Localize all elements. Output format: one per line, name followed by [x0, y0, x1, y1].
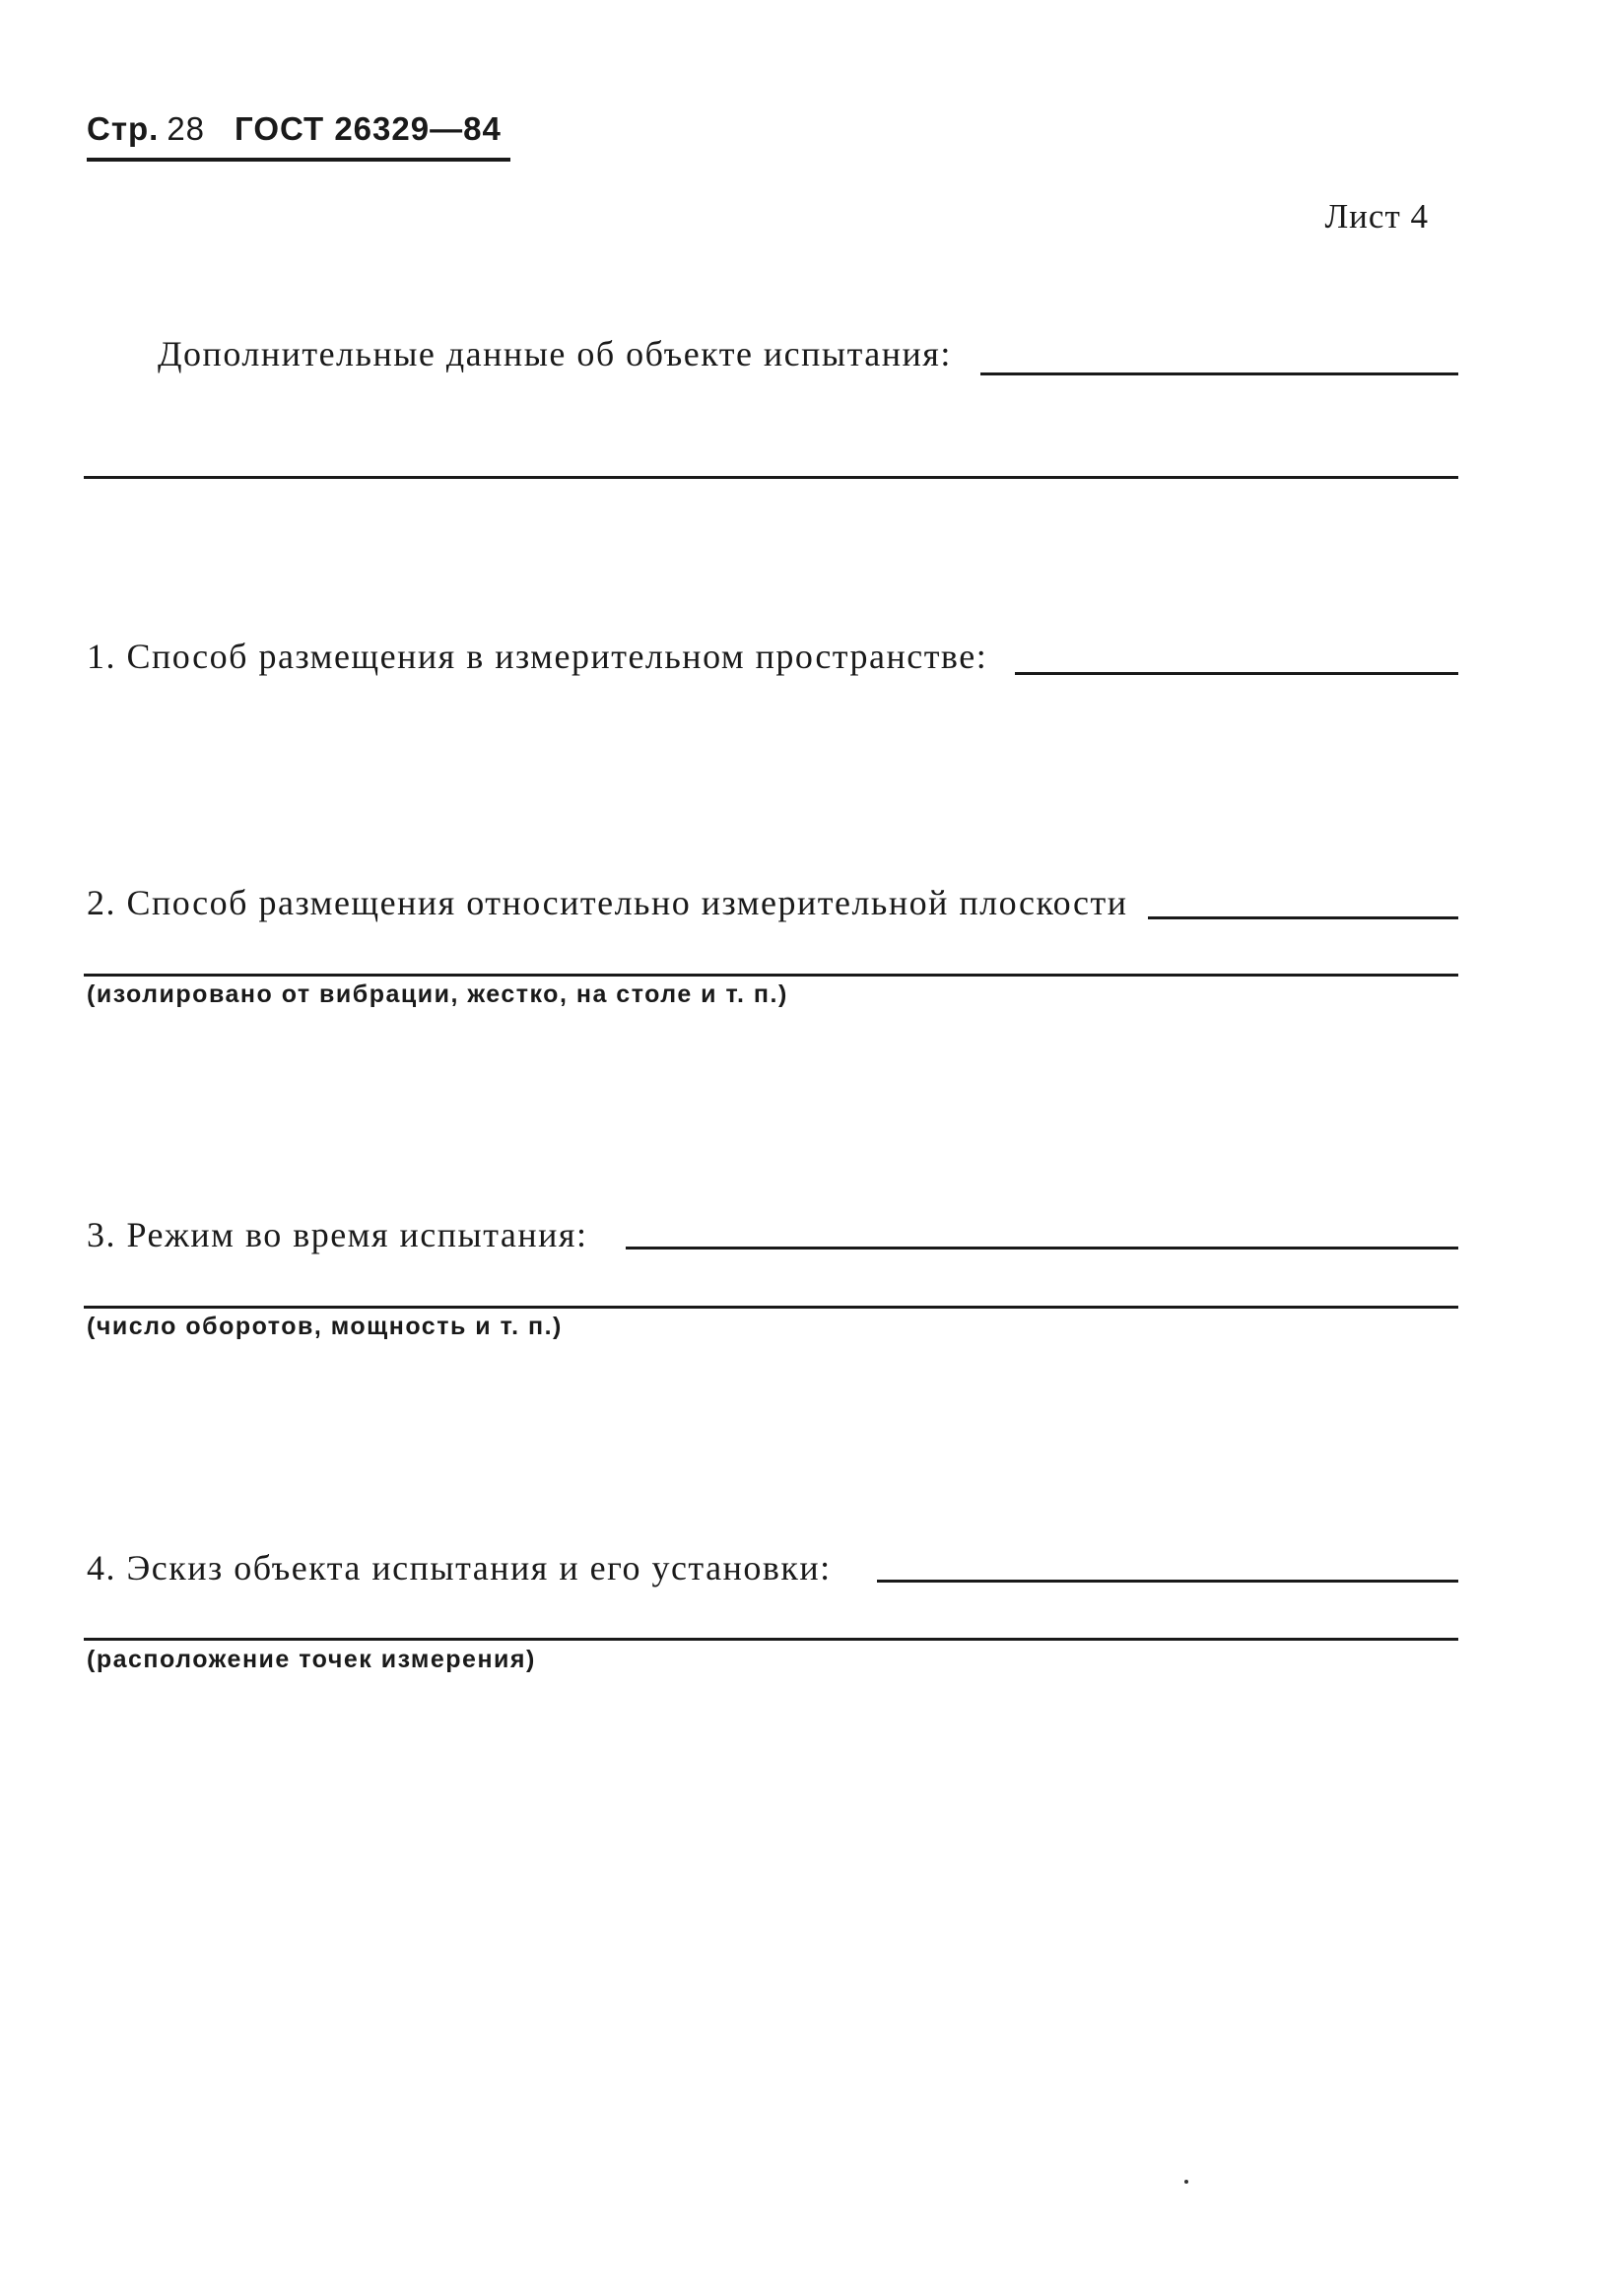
item-2-field-line-1[interactable]	[1148, 916, 1458, 919]
item-3-label: 3. Режим во время испытания:	[87, 1215, 588, 1254]
item-4-caption: (расположение точек измерения)	[87, 1646, 536, 1673]
page-header	[87, 110, 502, 148]
item-2-caption: (изолировано от вибрации, жестко, на столе и т. п.)	[87, 980, 788, 1008]
item-1-field-line[interactable]	[1015, 672, 1458, 675]
item-4-field-line-2[interactable]	[84, 1638, 1458, 1641]
item-3-field-line-1[interactable]	[626, 1247, 1458, 1249]
item-2-label: 2. Способ размещения относительно измерительной плоскости	[87, 883, 1128, 922]
sheet-number: Лист 4	[1324, 197, 1429, 236]
scan-speck	[1184, 2180, 1188, 2184]
standard-number: ГОСТ 26329—84	[235, 110, 502, 147]
page-number: 28	[167, 110, 206, 147]
item-1-label: 1. Способ размещения в измерительном пространстве:	[87, 637, 988, 676]
item-3-field-line-2[interactable]	[84, 1306, 1458, 1309]
item-3-caption: (число оборотов, мощность и т. п.)	[87, 1313, 563, 1340]
item-4-field-line-1[interactable]	[877, 1580, 1458, 1583]
item-4-label: 4. Эскиз объекта испытания и его установки:	[87, 1548, 832, 1587]
page-label: Стр.	[87, 110, 160, 147]
additional-data-field-line-1[interactable]	[980, 372, 1458, 375]
additional-data-label: Дополнительные данные об объекте испытания:	[158, 334, 952, 373]
item-2-field-line-2[interactable]	[84, 974, 1458, 977]
additional-data-field-line-2[interactable]	[84, 476, 1458, 479]
header-underline	[87, 158, 510, 162]
